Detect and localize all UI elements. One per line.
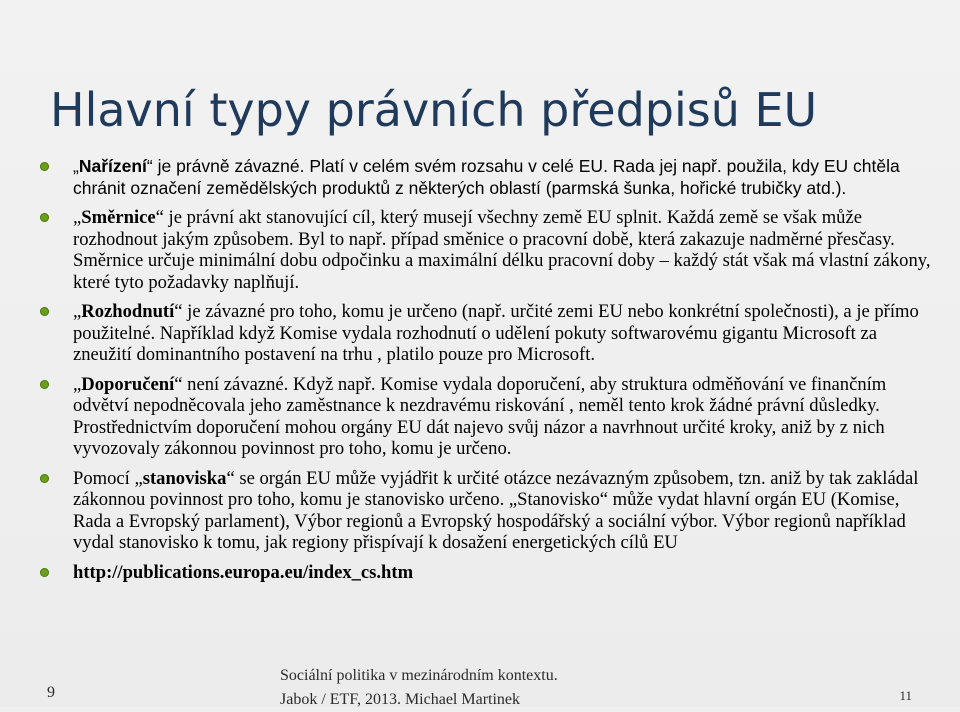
close-quote: “ <box>174 373 183 395</box>
term: Nařízení <box>78 156 147 176</box>
bullet-stanovisko <box>40 468 940 554</box>
slide-title: Hlavní typy právních předpisů EU <box>50 83 818 137</box>
open-quote: „ <box>73 156 79 176</box>
open-quote: „ <box>73 301 82 322</box>
close-quote: “ <box>155 207 164 228</box>
footer-page-number: 11 <box>899 688 912 703</box>
bullet-url <box>40 562 940 584</box>
bullet-dot-icon <box>40 380 49 389</box>
footer-author: Jabok / ETF, 2013. Michael Martinek <box>280 691 521 708</box>
open-quote: „ <box>73 207 82 228</box>
publications-link[interactable]: http://publications.europa.eu/index_cs.htm <box>73 561 414 583</box>
footer-slide-number: 9 <box>47 684 55 701</box>
open-quote: „ <box>73 373 82 395</box>
term: stanoviska <box>142 467 227 489</box>
bullet-rozhodnuti <box>40 301 940 366</box>
bullet-text: není závazné. Když např. Komise vydala doporučení, aby struktura odměňování ve finančním odvětví nepodněcovala jeho zaměstnance k nezdravému riskování , neměl tento krok žádné právní důsledky. Prostřednictvím doporučení mohou orgány EU dát najevo svůj názor a navrhnout určité kroky, aniž by z nich vyvozovaly zákonnou povinnost pro toho, komu je určeno. <box>73 373 887 459</box>
bullet-dot-icon <box>40 162 49 171</box>
bullet-text: se orgán EU může vyjádřit k určité otázce nezávazným způsobem, tzn. aniž by tak zakládal zákonnou povinnost pro toho, komu je stanovisko určeno. „Stanovisko“ může vydat hlavní orgán EU (Komise, Rada a Evropský parlament), Výbor regionů a Evropský hospodářský a sociální výbor. Výbor regionů například vydal stanovisko k tomu, jak regiony přispívají k dosažení energetických cílů EU <box>73 467 919 553</box>
close-quote: “ <box>226 467 235 489</box>
close-quote: “ <box>146 156 153 176</box>
bullet-text: je závazné pro toho, komu je určeno (např. určité zemi EU nebo konkrétní společnosti), a je přímo použitelné. Například když Komise vydala rozhodnutí o udělení pokuty softwarovému gigantu Microsoft za zneužití dominantního postavení na trhu , platilo pouze pro Microsoft. <box>73 301 919 365</box>
term: Doporučení <box>81 373 175 395</box>
bullet-dot-icon <box>40 474 49 483</box>
bullet-dot-icon <box>40 307 49 316</box>
term: Směrnice <box>81 207 156 228</box>
bullet-narizeni <box>40 156 940 199</box>
bullet-list <box>40 156 940 591</box>
bullet-doporuceni <box>40 374 940 460</box>
footer-caption <box>280 664 558 712</box>
bullet-text: je právní akt stanovující cíl, který musejí všechny země EU splnit. Každá země se však může rozhodnout jakým způsobem. Byl to např. případ směnice o pracovní době, která zakazuje nadměrné přesčasy. Směrnice určuje minimální dobu odpočinku a maximální délku pracovní doby – každý stát však má vlastní zákony, které tyto požadavky naplňují. <box>73 207 931 293</box>
bullet-smernice <box>40 207 940 293</box>
term: Rozhodnutí <box>81 301 175 322</box>
bullet-dot-icon <box>40 213 49 222</box>
open-quote: „ <box>134 467 143 489</box>
close-quote: “ <box>174 301 183 322</box>
footer-course-title: Sociální politika v mezinárodním kontextu. <box>280 667 558 684</box>
bullet-dot-icon <box>40 568 49 577</box>
bullet-text: je právně závazné. Platí v celém svém rozsahu v celé EU. Rada jej např. použila, kdy EU chtěla chránit označení zemědělských produktů z některých oblastí (parmská šunka, hořické trubičky atd.). <box>73 156 900 198</box>
bullet-prefix: Pomocí <box>73 467 135 489</box>
